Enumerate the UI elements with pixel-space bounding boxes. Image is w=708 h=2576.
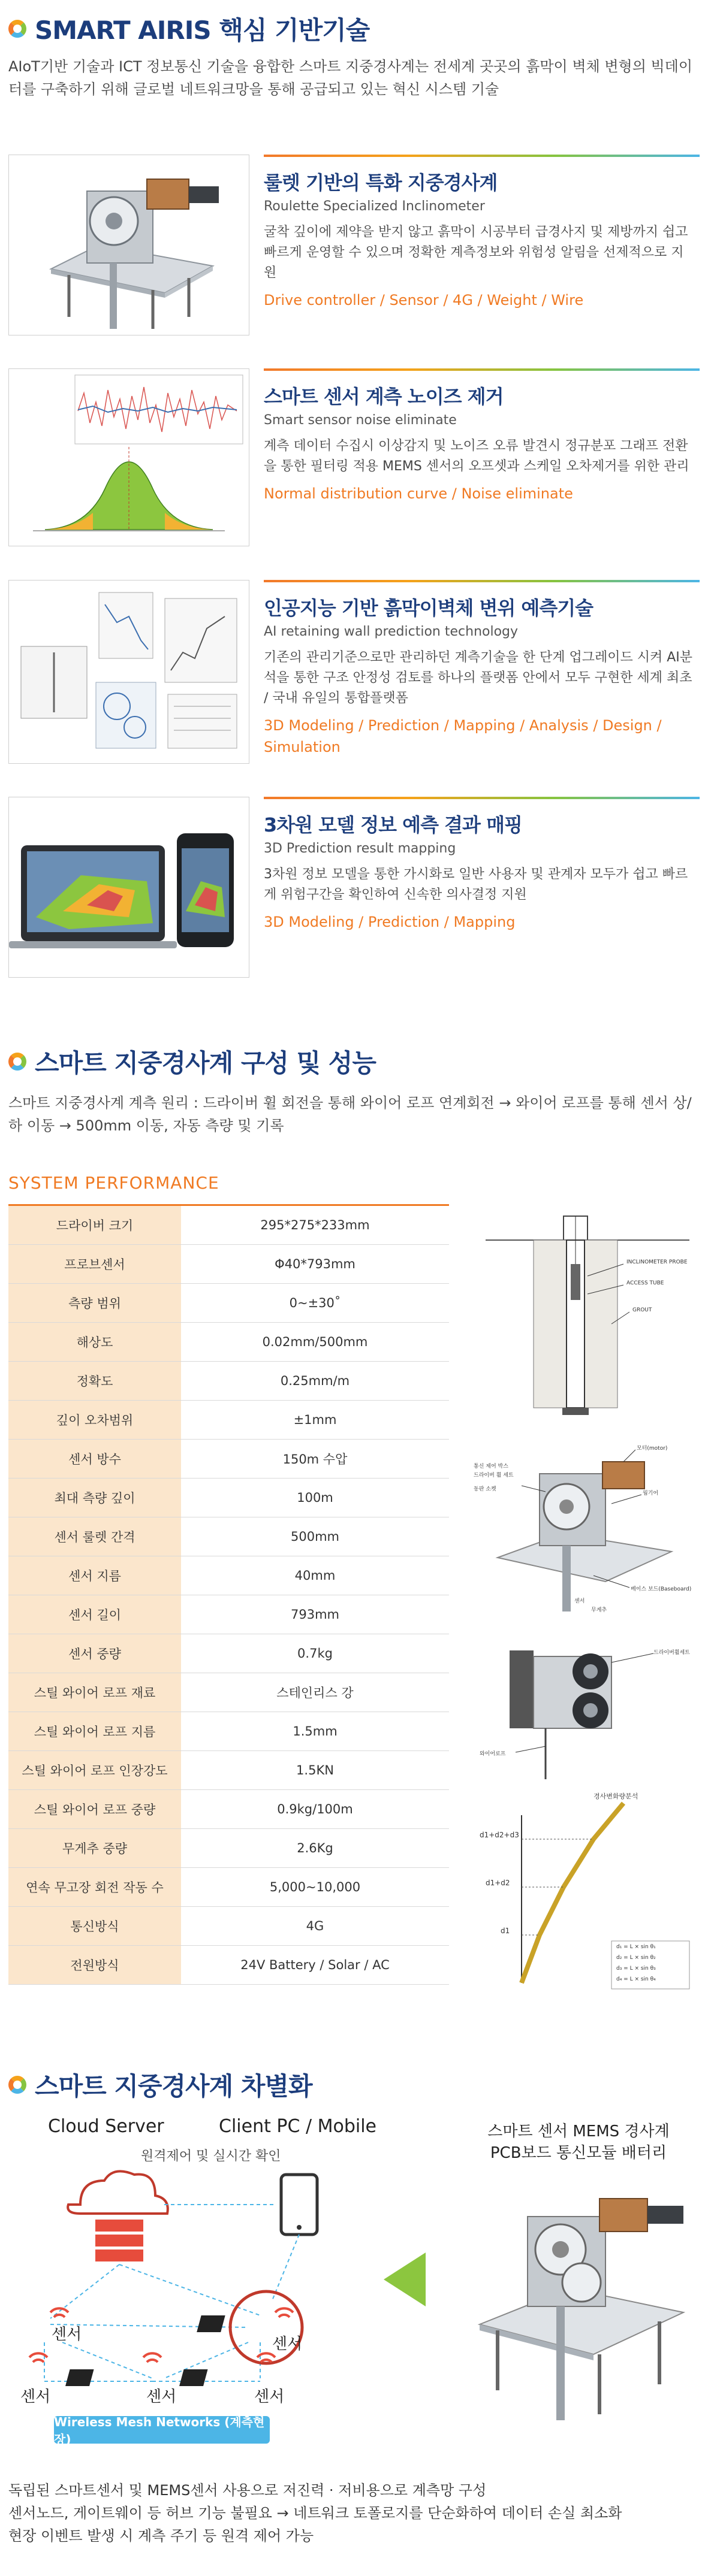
feature1-image: [8, 155, 249, 335]
label-d1-d2: d1+d2: [486, 1879, 510, 1887]
label-baseboard: 베이스 보드(Baseboard): [631, 1586, 692, 1592]
section2-intro: 스마트 지중경사계 계측 원리 : 드라이버 휠 회전을 통해 와이어 로프 연계회전 → 와이어 로프를 통해 센서 상/하 이동 → 500mm 이동, 자동 측량 및 기록: [8, 1095, 692, 1134]
feature2-image: [8, 368, 249, 546]
inclination-diagram: [474, 1791, 701, 1995]
spec-key: 스틸 와이어 로프 인장강도: [8, 1751, 181, 1790]
section1-intro: AIoT기반 기술과 ICT 정보통신 기술을 융합한 스마트 지중경사계는 전세계 곳곳의 흙막이 벽체 변형의 빅데이터를 구축하기 위해 글로벌 네트워크망을 통해 공급되고 있는 혁신 시스템 기술: [8, 58, 693, 98]
spec-key: 정확도: [8, 1362, 181, 1401]
sensor-node-icon: [8, 2353, 47, 2386]
3d-mapping-illustration: [9, 797, 249, 977]
bottom-line-1: 독립된 스마트센서 및 MEMS센서 사용으로 저진력 · 저비용으로 계측망 구성: [8, 2482, 487, 2499]
label-formula-2: d₂ = L × sin θ₂: [616, 1955, 656, 1961]
spec-value: 40mm: [181, 1556, 449, 1595]
sensor-label-3: 센서: [20, 2388, 51, 2406]
spec-value: 스테인리스 강: [181, 1673, 449, 1712]
spec-row: [8, 1946, 449, 1985]
section3-title: [8, 2067, 312, 2103]
feature4-desc: 3차원 정보 모델을 통한 가시화로 일반 사용자 및 관계자 모두가 쉽고 빠르게 위험구간을 확인하여 신속한 의사결정 지원: [264, 867, 688, 902]
spec-key: 센서 지름: [8, 1556, 181, 1595]
spec-row: [8, 1556, 449, 1595]
label-wire-rope: 와이어로프: [480, 1751, 506, 1757]
spec-value: 4G: [181, 1907, 449, 1946]
sensor-label-5: 센서: [254, 2388, 285, 2406]
spec-row: [8, 1245, 449, 1284]
spec-value: 0~±30˚: [181, 1284, 449, 1323]
label-motor: 모터(motor): [637, 1446, 668, 1452]
spec-key: 최대 측량 깊이: [8, 1479, 181, 1517]
label-drum-set: 드라이버휠세트: [653, 1650, 690, 1656]
feature2-subtitle: Smart sensor noise eliminate: [264, 413, 457, 428]
label-formula-4: d₄ = L × sin θ₄: [616, 1976, 656, 1982]
drum-diagram: [474, 1626, 701, 1782]
system-performance-label: SYSTEM PERFORMANCE: [8, 1173, 219, 1193]
spec-row: [8, 1595, 449, 1634]
feature1-title: 룰렛 기반의 특화 지중경사계: [264, 171, 498, 194]
remote-control-label: 원격제어 및 실시간 확인: [141, 2149, 281, 2164]
label-d1: d1: [501, 1927, 510, 1935]
feature3-image: [8, 580, 249, 764]
section2-title: [8, 1044, 376, 1080]
section-ring-icon: [8, 1053, 26, 1071]
inclinometer-device-illustration: [9, 155, 249, 335]
spec-key: 해상도: [8, 1323, 181, 1362]
spec-key: 센서 길이: [8, 1595, 181, 1634]
spec-row: [8, 1829, 449, 1868]
cloud-server-label: Cloud Server: [48, 2116, 164, 2137]
spec-row: [8, 1751, 449, 1790]
right-caption: [456, 2121, 701, 2164]
feature3-tags: 3D Modeling / Prediction / Mapping / Analysis / Design / Simulation: [264, 717, 662, 755]
spec-key: 깊이 오차범위: [8, 1401, 181, 1440]
device-parts-diagram: [474, 1438, 701, 1617]
feature1-desc: 굴착 깊이에 제약을 받지 않고 흙막이 시공부터 급경사지 및 제방까지 쉽고 빠르게 운영할 수 있으며 정확한 계측정보와 위험성 알림을 선제적으로 지원: [264, 225, 688, 280]
feature3-divider: [264, 580, 700, 582]
spec-value: 793mm: [181, 1595, 449, 1634]
label-gear: 웜기어: [643, 1490, 659, 1496]
spec-row: [8, 1323, 449, 1362]
spec-value: 0.25mm/m: [181, 1362, 449, 1401]
section-ring-icon: [8, 2076, 26, 2094]
spec-row: [8, 1790, 449, 1829]
spec-value: 0.7kg: [181, 1634, 449, 1673]
spec-value: 1.5KN: [181, 1751, 449, 1790]
noise-distribution-illustration: [9, 369, 249, 546]
feature1-divider: [264, 155, 700, 157]
feature3-subtitle: AI retaining wall prediction technology: [264, 624, 519, 639]
spec-key: 프로브센서: [8, 1245, 181, 1284]
right-caption-line1: 스마트 센서 MEMS 경사계: [487, 2123, 670, 2140]
spec-row: [8, 1362, 449, 1401]
spec-table-wrapper: [8, 1204, 449, 1985]
bottom-line-3: 현장 이벤트 발생 시 계측 주기 등 원격 제어 가능: [8, 2527, 314, 2544]
feature2-desc: 계측 데이터 수집시 이상감지 및 노이즈 오류 발견시 정규분포 그래프 전환을 통한 필터링 적용 MEMS 센서의 오프셋과 스케일 오차제거를 위한 관리: [264, 439, 689, 474]
feature2-title: 스마트 센서 계측 노이즈 제거: [264, 385, 504, 408]
feature3-title: 인공지능 기반 흙막이벽체 변위 예측기술: [264, 597, 593, 619]
spec-key: 드라이버 크기: [8, 1205, 181, 1245]
spec-key: 센서 방수: [8, 1440, 181, 1479]
bottom-text: [8, 2479, 704, 2547]
spec-row: [8, 1440, 449, 1479]
spec-key: 연속 무고장 회전 작동 수: [8, 1868, 181, 1907]
label-formula-1: d₁ = L × sin θ₁: [616, 1944, 656, 1950]
spec-row: [8, 1712, 449, 1751]
spec-value: Φ40*793mm: [181, 1245, 449, 1284]
label-weight: 무게추: [591, 1607, 607, 1613]
section1-title: [8, 11, 369, 47]
label-inclinometer-probe: INCLINOMETER PROBE: [626, 1259, 688, 1265]
feature3-desc: 기존의 관리기준으로만 관리하던 계측기술을 한 단계 업그레이드 시켜 AI분석을 통한 구조 안정성 검토를 하나의 플랫폼 안에서 모두 구현한 세계 최초 / 국내 유일의 통합플랫폼: [264, 650, 693, 706]
spec-value: 100m: [181, 1479, 449, 1517]
spec-row: [8, 1673, 449, 1712]
spec-row: [8, 1401, 449, 1440]
feature4-image: [8, 797, 249, 978]
spec-value: 2.6Kg: [181, 1829, 449, 1868]
feature1-text: [264, 168, 695, 311]
label-drive-wheel: 드라이버 휠 세트: [474, 1473, 514, 1479]
sensor-label-1: 센서: [52, 2326, 82, 2344]
label-control-box: 통신 제어 박스: [474, 1464, 508, 1470]
spec-key: 센서 중량: [8, 1634, 181, 1673]
sensor-label-4: 센서: [146, 2388, 177, 2406]
label-sensor: 센서: [574, 1598, 585, 1604]
spec-row: [8, 1284, 449, 1323]
label-inclination: 경사변화량분석: [593, 1792, 638, 1800]
mesh-network-tag: Wireless Mesh Networks (계측현장): [54, 2416, 270, 2444]
spec-value: 24V Battery / Solar / AC: [181, 1946, 449, 1985]
spec-key: 스틸 와이어 로프 지름: [8, 1712, 181, 1751]
smart-device-illustration: [462, 2175, 701, 2426]
spec-key: 측량 범위: [8, 1284, 181, 1323]
feature1-subtitle: Roulette Specialized Inclinometer: [264, 199, 485, 214]
spec-value: 1.5mm: [181, 1712, 449, 1751]
mobile-phone-icon: [281, 2175, 317, 2235]
mesh-network-diagram: [8, 2163, 380, 2414]
spec-key: 통신방식: [8, 1907, 181, 1946]
spec-key: 스틸 와이어 로프 중량: [8, 1790, 181, 1829]
feature2-text: [264, 382, 695, 504]
label-formula-3: d₃ = L × sin θ₃: [616, 1966, 656, 1972]
feature4-title: 3차원 모델 정보 예측 결과 매핑: [264, 814, 522, 836]
spec-value: 150m 수압: [181, 1440, 449, 1479]
spec-key: 전원방식: [8, 1946, 181, 1985]
section-ring-icon: [8, 20, 26, 38]
spec-value: 500mm: [181, 1517, 449, 1556]
arrow-left-icon: [384, 2253, 426, 2309]
label-grout: GROUT: [632, 1307, 652, 1313]
feature2-divider: [264, 368, 700, 371]
client-label: Client PC / Mobile: [219, 2116, 377, 2137]
section2-title-text: 스마트 지중경사계 구성 및 성능: [35, 1048, 376, 1078]
spec-row: [8, 1517, 449, 1556]
spec-row: [8, 1479, 449, 1517]
feature4-divider: [264, 797, 700, 799]
spec-key: 센서 룰렛 간격: [8, 1517, 181, 1556]
spec-key: 무게추 중량: [8, 1829, 181, 1868]
feature4-text: [264, 810, 695, 933]
spec-row: [8, 1634, 449, 1673]
feature4-subtitle: 3D Prediction result mapping: [264, 841, 456, 856]
sensor-node-icon: [197, 2308, 293, 2332]
spec-row: [8, 1907, 449, 1946]
spec-value: 0.9kg/100m: [181, 1790, 449, 1829]
spec-key: 스틸 와이어 로프 재료: [8, 1673, 181, 1712]
feature1-tags: Drive controller / Sensor / 4G / Weight / Wire: [264, 292, 584, 309]
borehole-diagram: [474, 1204, 701, 1426]
label-socket: 동판 소켓: [474, 1486, 496, 1492]
spec-row: [8, 1868, 449, 1907]
section3-title-text: 스마트 지중경사계 차별화: [35, 2072, 312, 2101]
spec-value: 5,000~10,000: [181, 1868, 449, 1907]
feature4-tags: 3D Modeling / Prediction / Mapping: [264, 914, 516, 930]
right-caption-line2: PCB보드 통신모듈 배터리: [490, 2144, 667, 2162]
spec-value: 0.02mm/500mm: [181, 1323, 449, 1362]
section1-title-text: SMART AIRIS 핵심 기반기술: [35, 16, 370, 45]
bottom-line-2: 센서노드, 게이트웨이 등 허브 기능 불필요 → 네트워크 토폴로지를 단순화하여 데이터 손실 최소화: [8, 2505, 622, 2521]
ai-prediction-illustration: [9, 580, 249, 763]
spec-value: ±1mm: [181, 1401, 449, 1440]
feature3-text: [264, 593, 695, 758]
label-d1-d2-d3: d1+d2+d3: [480, 1831, 519, 1839]
spec-value: 295*275*233mm: [181, 1205, 449, 1245]
label-access-tube: ACCESS TUBE: [626, 1280, 664, 1286]
spec-row: [8, 1205, 449, 1245]
spec-table: [8, 1204, 449, 1985]
sensor-label-2: 센서: [272, 2335, 303, 2353]
feature2-tags: Normal distribution curve / Noise eliminate: [264, 485, 573, 502]
cloud-server-icon: [68, 2171, 168, 2261]
